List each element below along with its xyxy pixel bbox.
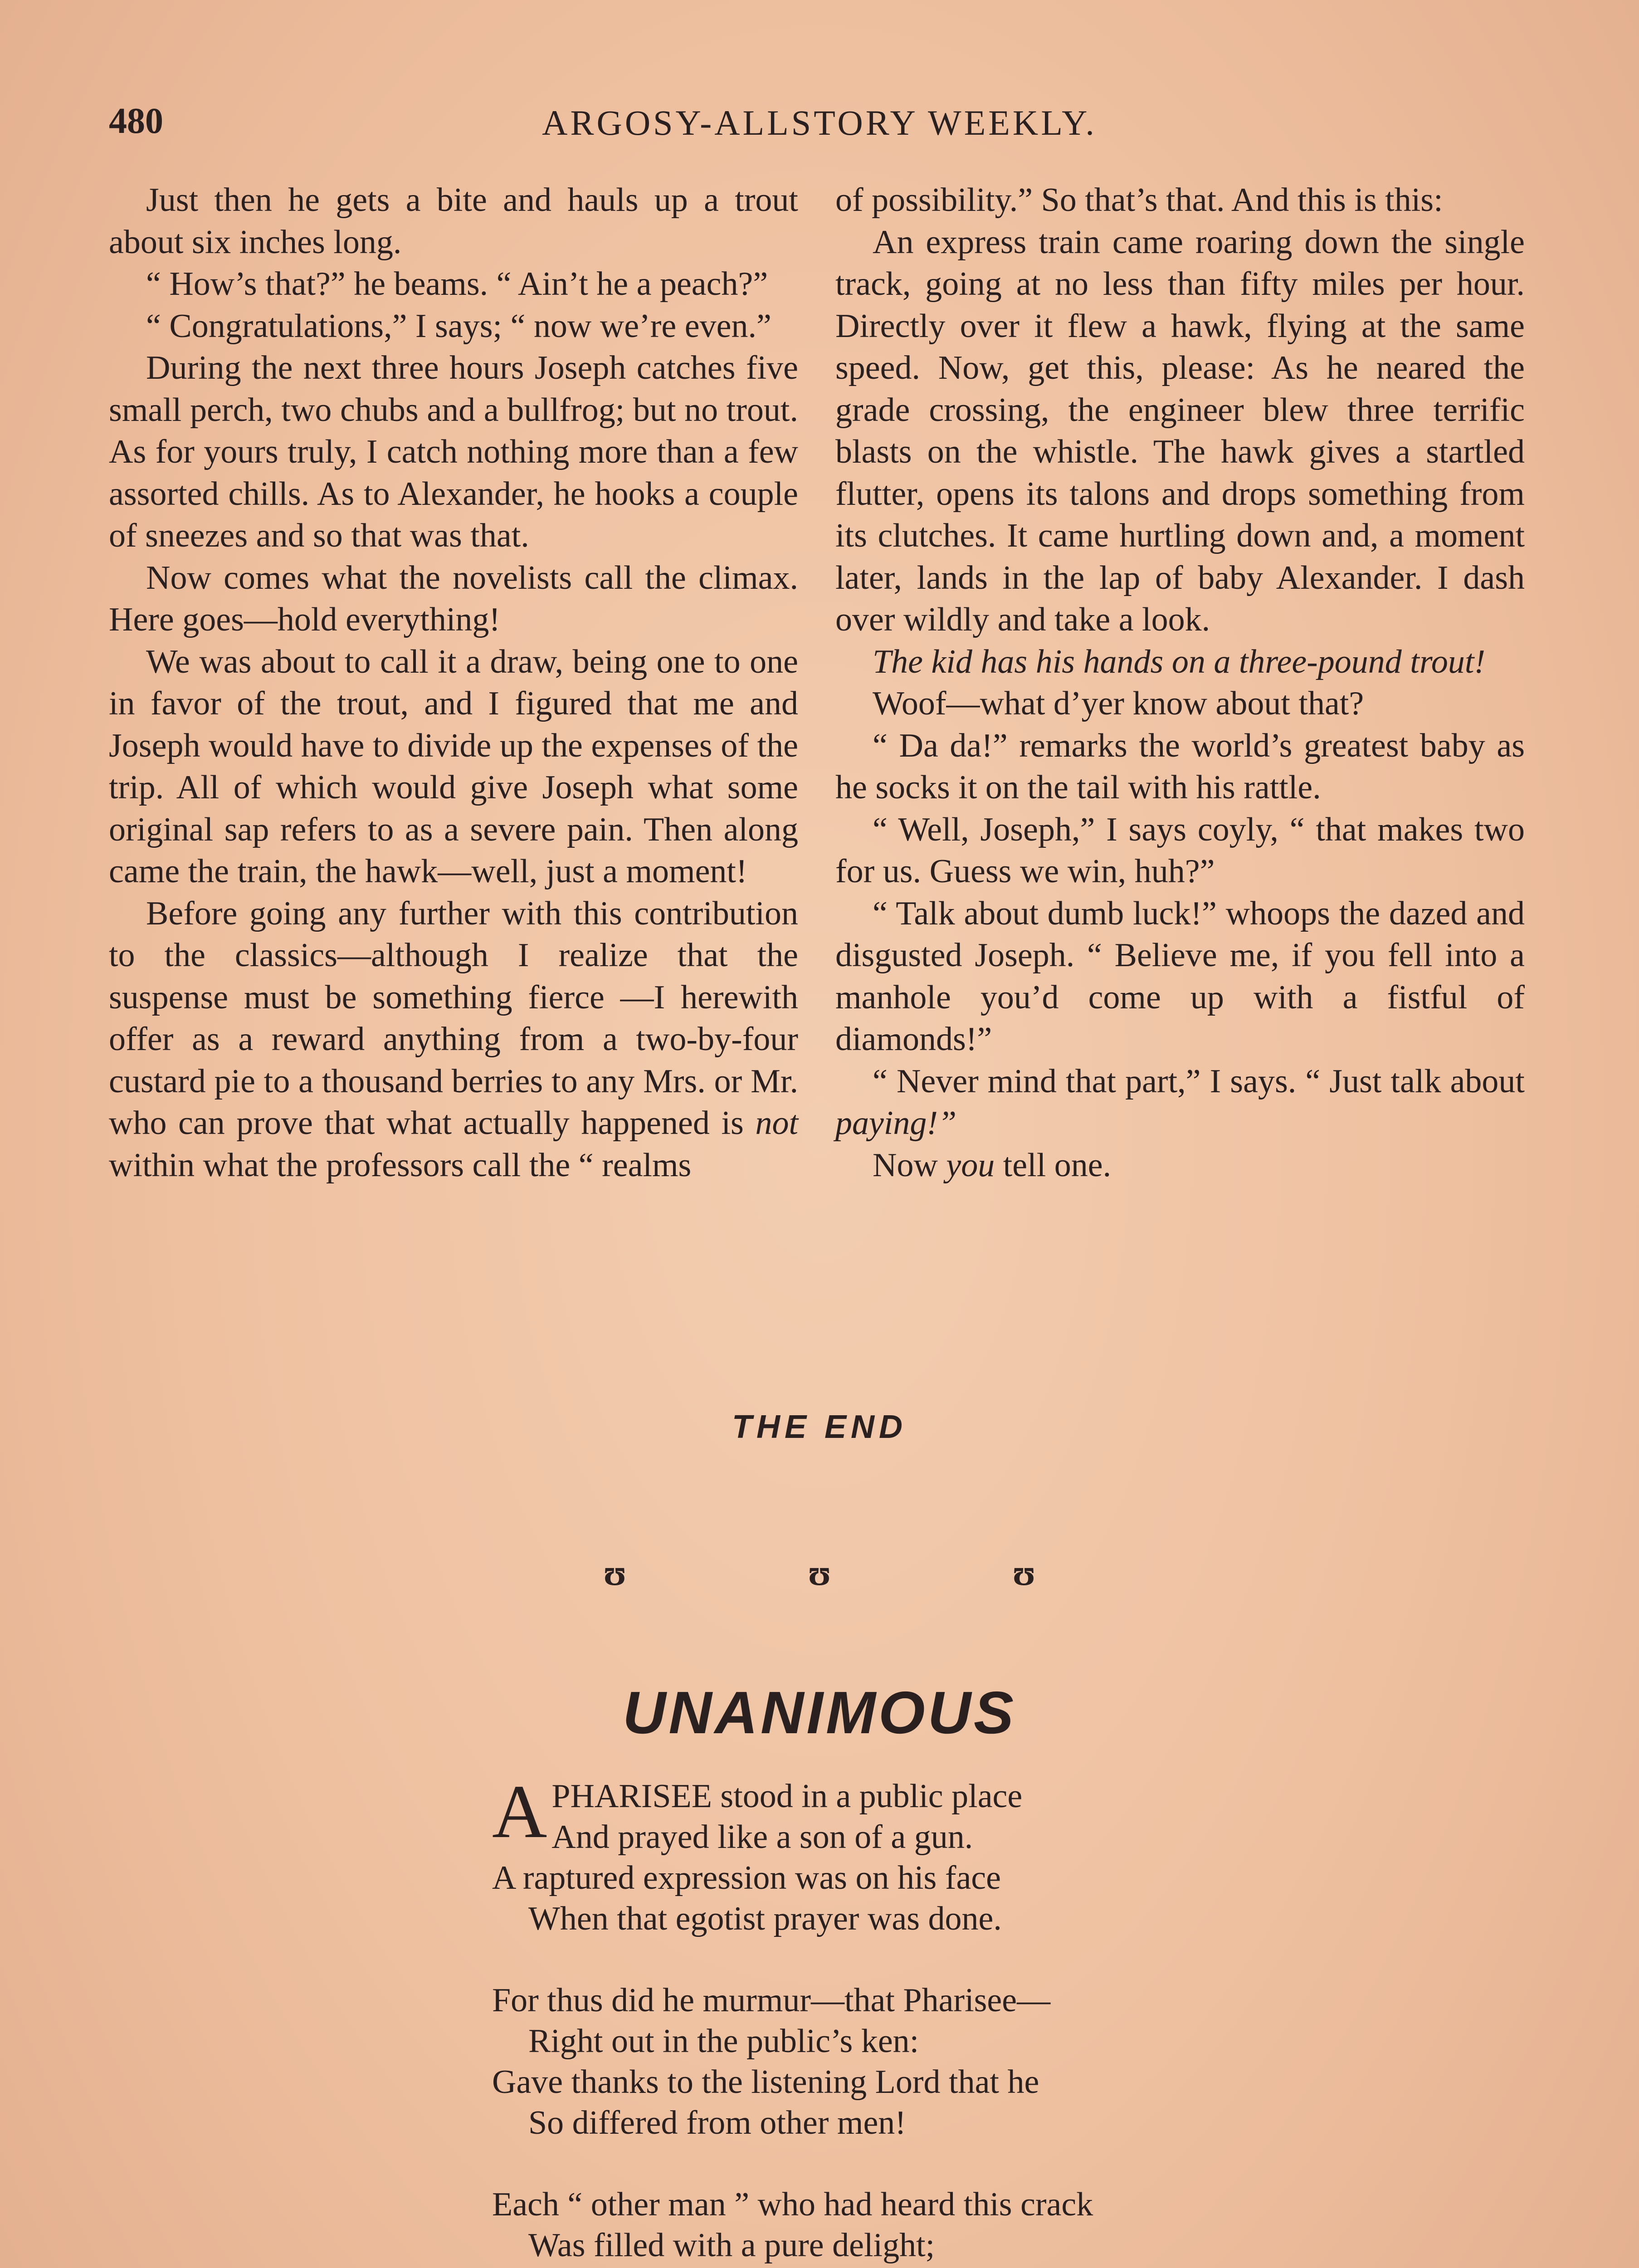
- italic-run: The kid has his hands on a three-pound trout!: [873, 643, 1486, 680]
- poem-line: Was filled with a pure delight;: [528, 2227, 935, 2264]
- paragraph: Now comes what the novelists call the climax. Here goes—hold everything!: [109, 559, 798, 638]
- italic-paragraph: [835, 641, 1525, 683]
- paragraph: “ Congratulations,” I says; “ now we’re even.”: [146, 307, 771, 345]
- poem-line: Right out in the public’s ken:: [528, 2023, 919, 2060]
- the-end-label: THE END: [732, 1409, 907, 1445]
- poem-stanza: [492, 2184, 1354, 2268]
- poem-line: Gave thanks to the listening Lord that he: [492, 2063, 1039, 2101]
- paragraph: Woof—what d’yer know about that?: [873, 685, 1364, 722]
- poem-line: Each “ other man ” who had heard this crack: [492, 2186, 1093, 2223]
- poem-line: For thus did he murmur—that Pharisee—: [492, 1982, 1051, 2019]
- page-number: 480: [109, 101, 163, 141]
- paragraph: “ Talk about dumb luck!” whoops the dazed and disgusted Joseph. “ Believe me, if you fell into a manhole you’d come up with a fistful of diamonds!”: [835, 894, 1525, 1058]
- text-run: Now: [873, 1146, 946, 1184]
- italic-run: not: [755, 1105, 798, 1142]
- poem: [492, 1769, 1354, 2268]
- story-left-column: [109, 179, 798, 1186]
- poem-line: And prayed like a son of a gun.: [551, 1818, 973, 1856]
- paragraph: [109, 893, 798, 1187]
- poem-title: UNANIMOUS: [623, 1679, 1016, 1746]
- paragraph-continuation: of possibility.” So that’s that. And this is this:: [835, 181, 1443, 219]
- paragraph: “ How’s that?” he beams. “ Ain’t he a peach?”: [146, 265, 768, 303]
- poem-line: [492, 2266, 1354, 2268]
- ornament-icon: ʊ: [603, 1552, 627, 1593]
- ornament-icon: ʊ: [1012, 1552, 1036, 1593]
- poem-stanza: [492, 1980, 1354, 2143]
- italic-run: you: [946, 1146, 995, 1184]
- ornament-row: [0, 1551, 1639, 1594]
- paragraph: [835, 1061, 1525, 1144]
- poem-stanza: [492, 1769, 1354, 1939]
- paragraph: An express train came roaring down the single track, going at no less than fifty miles per hour. Directly over it flew a hawk, flying at the same speed. Now, get this, please: As he neared the grade crossing, the engineer blew three terrific blasts on the whistle. The hawk gives a startled flutter, opens its talons and drops something from its clutches. It came hurtling down and, a moment later, lands in the lap of baby Alexander. I dash over wildly and take a look.: [835, 223, 1525, 638]
- paragraph: During the next three hours Joseph catches five small perch, two chubs and a bullfrog; but no trout. As for yours truly, I catch nothing more than a few assorted chills. As to Alexander, he hooks a couple of sneezes and so that was that.: [109, 349, 798, 554]
- running-head: ARGOSY-ALLSTORY WEEKLY.: [542, 103, 1097, 142]
- poem-line: PHARISEE stood in a public place: [551, 1778, 1023, 1815]
- text-run: tell one.: [995, 1146, 1112, 1184]
- text-run: “ Never mind that part,” I says. “ Just talk about: [873, 1062, 1525, 1100]
- poem-line: When that egotist prayer was done.: [528, 1900, 1002, 1937]
- text-run: Before going any further with this contribution to the classics—although I realize that the suspense must be something fierce —I herewith offer as a reward anything from a two-by-four custard pie to a thousand berries to any Mrs. or Mr. who can prove that what actually happened is: [109, 894, 798, 1142]
- text-run: within what the professors call the “ realms: [109, 1146, 692, 1184]
- paragraph: [835, 1144, 1525, 1187]
- poem-line: A raptured expression was on his face: [492, 1859, 1001, 1897]
- ornament-icon: ʊ: [808, 1552, 831, 1593]
- paragraph: “ Da da!” remarks the world’s greatest baby as he socks it on the tail with his rattle.: [835, 727, 1525, 806]
- paragraph: We was about to call it a draw, being one to one in favor of the trout, and I figured that me and Joseph would have to divide up the expenses of the trip. All of which would give Joseph what some original sap refers to as a severe pain. Then along came the train, the hawk—well, just a moment!: [109, 643, 798, 890]
- italic-run: paying!”: [835, 1105, 957, 1142]
- poem-line: So differed from other men!: [528, 2104, 906, 2141]
- story-right-column: [835, 179, 1525, 1186]
- drop-cap: A: [492, 1769, 547, 1854]
- paragraph: “ Well, Joseph,” I says coyly, “ that makes two for us. Guess we win, huh?”: [835, 811, 1525, 890]
- paragraph: Just then he gets a bite and hauls up a trout about six inches long.: [109, 181, 798, 261]
